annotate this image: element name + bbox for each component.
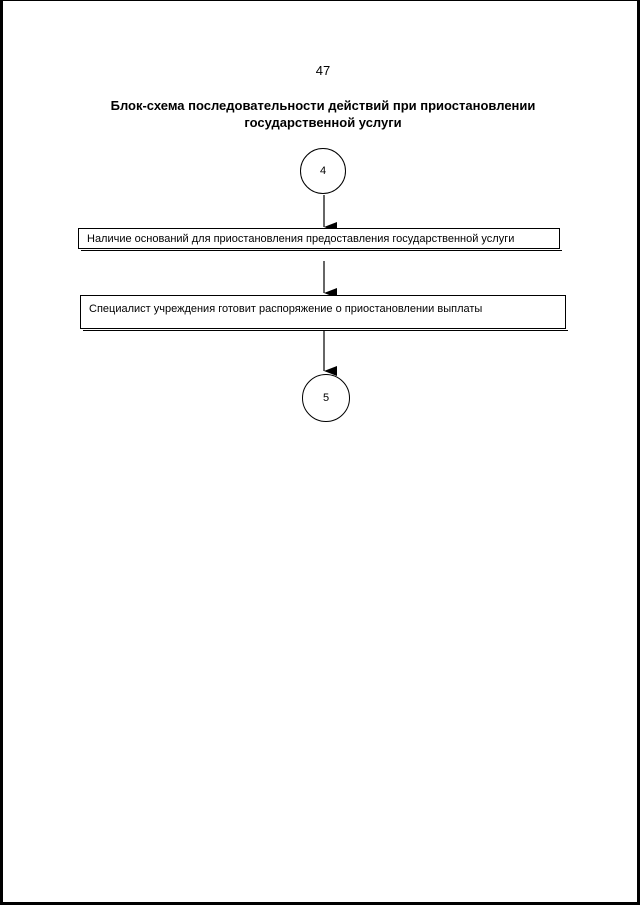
title-line-2: государственной услуги	[244, 115, 402, 130]
step-1-text: Наличие оснований для приостановления предоставления государственной услуги	[87, 233, 515, 245]
step-box-2	[80, 295, 566, 329]
title-line-1: Блок-схема последовательности действий при приостановлении	[110, 98, 536, 113]
start-connector	[300, 148, 346, 194]
end-connector-label: 5	[322, 392, 330, 404]
end-connector	[302, 374, 350, 422]
page-number: 47	[315, 63, 331, 78]
start-connector-label: 4	[319, 165, 327, 177]
step-2-text: Специалист учреждения готовит распоряжение о приостановлении выплаты	[89, 303, 483, 315]
flow-arrows	[3, 1, 640, 906]
step-box-1	[78, 228, 560, 249]
